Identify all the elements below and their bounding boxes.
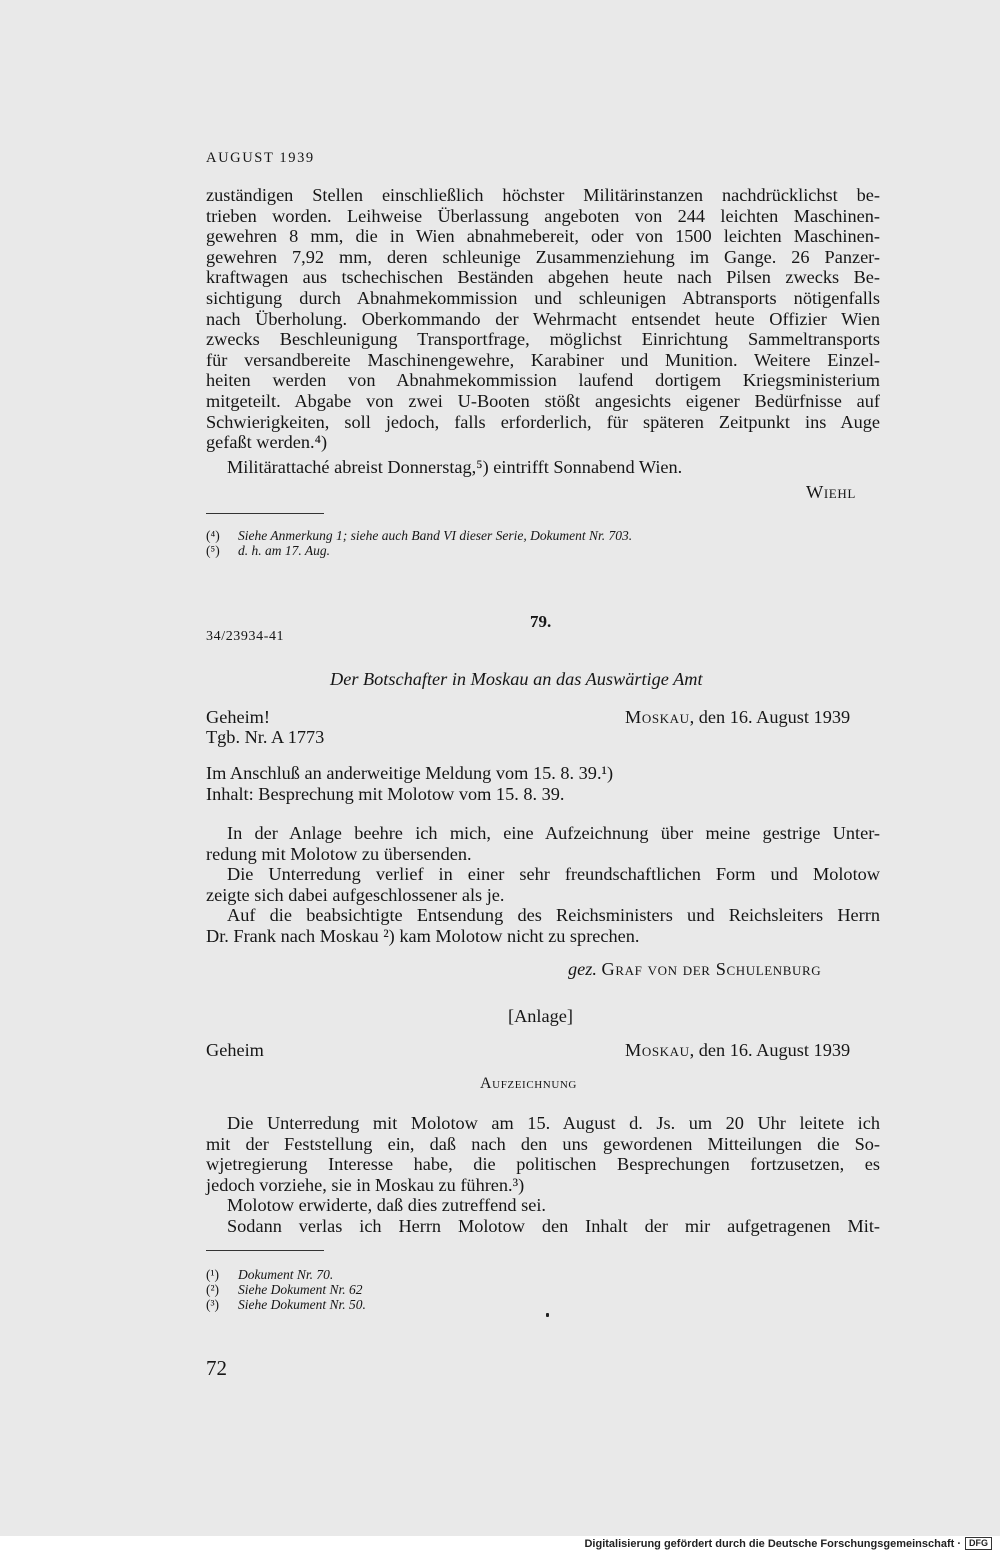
annex-line: Die Unterredung mit Molotow am 15. August d. Js. um 20 Uhr leitete ich xyxy=(227,1113,880,1133)
footnotes-bottom xyxy=(206,1268,366,1312)
footnote-text: Siehe Dokument Nr. 50. xyxy=(238,1296,366,1312)
continuation-line: mitgeteilt. Abgabe von zwei U-Booten stößt angesichts eigener Bedürfnisse auf xyxy=(206,390,880,411)
annex-place-city: Moskau xyxy=(625,1040,690,1060)
credit-text: Digitalisierung gefördert durch die Deutsche Forschungsgemeinschaft · xyxy=(584,1537,961,1550)
annex-classification: Geheim xyxy=(206,1040,264,1060)
annex-line: mit der Feststellung ein, daß nach den uns gewordenen Mitteilungen die So- xyxy=(206,1133,880,1154)
digitization-credit xyxy=(584,1537,992,1550)
footnote xyxy=(206,544,632,559)
footnote-rule-bottom xyxy=(206,1250,324,1251)
place-city: Moskau xyxy=(625,707,690,727)
letter-line: redung mit Molotow zu übersenden. xyxy=(206,843,472,864)
annex-line: jedoch vorziehe, sie in Moskau zu führen.³) xyxy=(206,1174,525,1195)
archive-reference: 34/23934-41 xyxy=(206,629,285,644)
footnote-number: (¹) xyxy=(206,1267,220,1282)
footnote-text: Siehe Anmerkung 1; siehe auch Band VI dieser Serie, Dokument Nr. 703. xyxy=(238,528,633,543)
continuation-line: zwecks Beschleunigung Transportfrage, möglichst Einrichtung Sammeltransports xyxy=(206,329,880,350)
annex-heading: Aufzeichnung xyxy=(480,1075,577,1092)
continuation-line: zuständigen Stellen einschließlich höchster Militärinstanzen nachdrücklichst be- xyxy=(206,185,880,205)
footnotes-top xyxy=(206,529,632,559)
footnote-text: Dokument Nr. 70. xyxy=(238,1267,334,1282)
annex-line: wjetregierung Interesse habe, die politischen Besprechungen fortzusetzen, es xyxy=(206,1154,880,1175)
continuation-line: für versandbereite Maschinengewehre, Karabiner und Munition. Weitere Einzel- xyxy=(206,349,880,370)
continuation-line: kraftwagen aus tschechischen Beständen abgehen heute nach Pilsen zwecks Be- xyxy=(206,267,880,288)
annex-label: [Anlage] xyxy=(508,1006,573,1026)
dfg-logo: DFG xyxy=(965,1537,992,1550)
footnote-text: d. h. am 17. Aug. xyxy=(238,542,331,558)
letter-line: In der Anlage beehre ich mich, eine Aufzeichnung über meine gestrige Unter- xyxy=(227,823,880,843)
reference-line: Im Anschluß an anderweitige Meldung vom 15. 8. 39.¹) xyxy=(206,763,614,783)
continuation-text xyxy=(206,185,880,453)
signature-prefix: gez. xyxy=(568,959,597,979)
journal-number: Tgb. Nr. A 1773 xyxy=(206,727,325,747)
continuation-last-line: Militärattaché abreist Donnerstag,⁵) eintrifft Sonnabend Wien. xyxy=(227,457,683,477)
footnote-number: (³) xyxy=(206,1296,220,1312)
document-title: Der Botschafter in Moskau an das Auswärtige Amt xyxy=(330,669,703,689)
signature-schulenburg xyxy=(568,959,821,980)
document-number: 79. xyxy=(530,612,552,631)
footnote xyxy=(206,1283,366,1298)
subject-line: Inhalt: Besprechung mit Molotow vom 15. 8. 39. xyxy=(206,784,565,804)
continuation-line: gewehren 8 mm, die in Wien abnahmebereit, oder von 1500 leichten Maschinen- xyxy=(206,226,880,247)
place-date xyxy=(625,707,850,728)
classification-secret: Geheim! xyxy=(206,707,270,727)
signature-wiehl: Wiehl xyxy=(806,482,856,502)
footnote-text: Siehe Dokument Nr. 62 xyxy=(238,1281,363,1297)
running-head: AUGUST 1939 xyxy=(206,150,315,166)
continuation-line: gewehren 7,92 mm, deren schleunige Zusammenziehung im Gange. 26 Panzer- xyxy=(206,246,880,267)
footnote xyxy=(206,1298,366,1313)
annex-place-date xyxy=(625,1040,850,1061)
letter-line: Auf die beabsichtigte Entsendung des Reichsministers und Reichsleiters Herrn xyxy=(227,905,880,926)
continuation-line: nach Überholung. Oberkommando der Wehrmacht entsendet heute Offizier Wien xyxy=(206,308,880,329)
footnote-rule xyxy=(206,513,324,514)
continuation-line: Schwierigkeiten, soll jedoch, falls erforderlich, für späteren Zeitpunkt ins Auge xyxy=(206,411,880,432)
annex-line: Sodann verlas ich Herrn Molotow den Inhalt der mir aufgetragenen Mit- xyxy=(227,1215,880,1236)
letter-line: zeigte sich dabei aufgeschlossener als je. xyxy=(206,884,505,905)
footnote xyxy=(206,529,632,544)
letter-line: Dr. Frank nach Moskau ²) kam Molotow nicht zu sprechen. xyxy=(206,925,640,946)
annex-body xyxy=(206,1113,880,1237)
continuation-line: trieben worden. Leihweise Überlassung angeboten von 244 leichten Maschinen- xyxy=(206,205,880,226)
page-number: 72 xyxy=(206,1356,227,1380)
annex-line: Molotow erwiderte, daß dies zutreffend sei. xyxy=(227,1195,546,1216)
annex-date-text: , den 16. August 1939 xyxy=(689,1040,851,1060)
continuation-line: gefaßt werden.⁴) xyxy=(206,432,328,453)
footnote-number: (⁵) xyxy=(206,542,220,558)
letter-line: Die Unterredung verlief in einer sehr freundschaftlichen Form und Molotow xyxy=(227,864,880,885)
letter-body xyxy=(206,823,880,947)
signature-name: Graf von der Schulenburg xyxy=(601,959,822,979)
print-speck xyxy=(546,1313,549,1317)
footnote-number: (²) xyxy=(206,1281,220,1297)
continuation-line: sichtigung durch Abnahmekommission und schleunigen Abtransports nötigenfalls xyxy=(206,287,880,308)
date-text: , den 16. August 1939 xyxy=(689,707,851,727)
footnote xyxy=(206,1268,366,1283)
continuation-line: heiten werden von Abnahmekommission laufend dortigem Kriegsministerium xyxy=(206,370,880,391)
footnote-number: (⁴) xyxy=(206,528,220,543)
